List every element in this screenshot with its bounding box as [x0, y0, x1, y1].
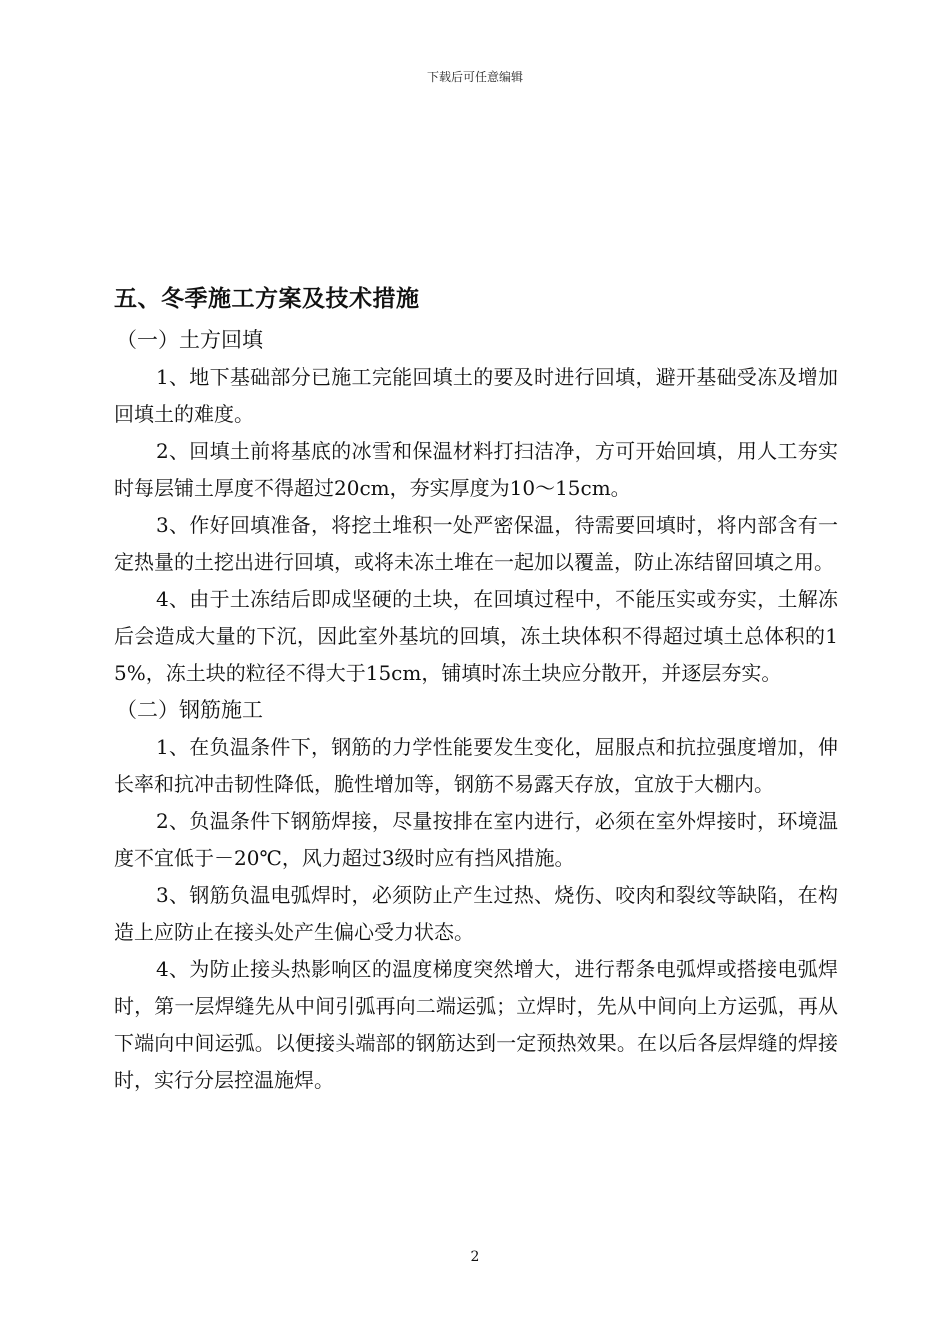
paragraph: 1、在负温条件下，钢筋的力学性能要发生变化，屈服点和抗拉强度增加，伸长率和抗冲击韧性降低，脆性增加等，钢筋不易露天存放，宜放于大棚内。: [114, 735, 838, 796]
paragraph: 4、为防止接头热影响区的温度梯度突然增大，进行帮条电弧焊或搭接电弧焊时，第一层焊缝先从中间引弧再向二端运弧；立焊时，先从中间向上方运弧，再从下端向中间运弧。以便接头端部的钢筋达到一定预热效果。在以后各层焊缝的焊接时，实行分层控温施焊。: [114, 957, 838, 1092]
subsection-heading: （一）土方回填: [116, 328, 263, 352]
page-number: 2: [470, 1249, 480, 1265]
subsection-rebar-construction: [114, 692, 838, 1099]
subsection-earthwork-backfill: [114, 322, 838, 692]
paragraph: 3、作好回填准备，将挖土堆积一处严密保温，待需要回填时，将内部含有一定热量的土挖出进行回填，或将未冻土堆在一起加以覆盖，防止冻结留回填之用。: [114, 513, 838, 574]
paragraph: 4、由于土冻结后即成坚硬的土块，在回填过程中，不能压实或夯实，土解冻后会造成大量的下沉，因此室外基坑的回填，冻土块体积不得超过填土总体积的15%，冻土块的粒径不得大于15cm，铺填时冻土块应分散开，并逐层夯实。: [114, 587, 838, 685]
section-title: 五、冬季施工方案及技术措施: [114, 286, 420, 312]
paragraph: 3、钢筋负温电弧焊时，必须防止产生过热、烧伤、咬肉和裂纹等缺陷，在构造上应防止在接头处产生偏心受力状态。: [114, 883, 838, 944]
subsection-heading: （二）钢筋施工: [116, 698, 263, 722]
page-header-note: 下载后可任意编辑: [426, 70, 523, 84]
paragraph: 1、地下基础部分已施工完能回填土的要及时进行回填，避开基础受冻及增加回填土的难度。: [114, 365, 838, 426]
paragraph: 2、负温条件下钢筋焊接，尽量按排在室内进行，必须在室外焊接时，环境温度不宜低于－20℃，风力超过3级时应有挡风措施。: [114, 809, 838, 870]
document-body: [114, 282, 838, 1099]
paragraph: 2、回填土前将基底的冰雪和保温材料打扫洁净，方可开始回填，用人工夯实时每层铺土厚度不得超过20cm，夯实厚度为10～15cm。: [114, 439, 838, 500]
